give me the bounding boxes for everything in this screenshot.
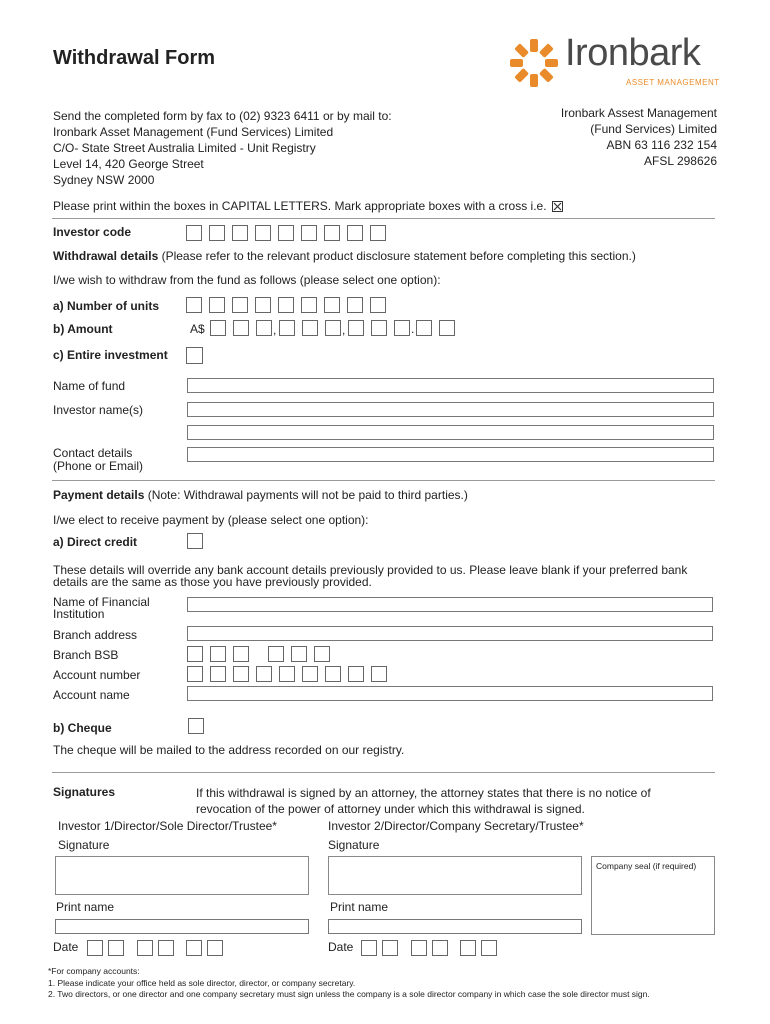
investor1-print-name-input[interactable] [55,919,309,934]
digit-box[interactable] [233,666,249,682]
digit-box[interactable] [268,646,284,662]
address-line: Sydney NSW 2000 [53,173,155,187]
investor1-signature-label: Signature [58,838,110,852]
investor-names-label: Investor name(s) [53,403,144,417]
thousands-separator: , [273,323,277,337]
override-line: details are the same as those you have previously provided. [53,575,372,589]
char-box[interactable] [324,225,340,241]
company-line: ABN 63 116 232 154 [606,138,717,152]
thousands-separator: , [342,323,346,337]
footnote: 2. Two directors, or one director and one company secretary must sign unless the company is a sole director company in which case the sole director must sign. [48,989,650,999]
footnote: 1. Please indicate your office held as sole director, director, or company secretary. [48,977,356,988]
digit-box[interactable] [371,320,387,336]
cheque-note: The cheque will be mailed to the address recorded on our registry. [53,743,405,757]
cheque-label: b) Cheque [53,721,112,735]
fi-label-line: Institution [53,607,105,621]
page-title: Withdrawal Form [53,47,216,69]
ironbark-logo [507,32,720,90]
number-of-units-label: a) Number of units [53,299,160,313]
digit-box[interactable] [348,320,364,336]
address-line: Level 14, 420 George Street [53,157,204,171]
char-box[interactable] [186,225,202,241]
footnote: *For company accounts: [48,966,140,976]
branch-address-label: Branch address [53,628,138,642]
company-line: (Fund Services) Limited [590,122,717,136]
currency-label: A$ [190,322,205,336]
payment-heading: Payment details [53,488,145,502]
financial-institution-label [53,596,150,620]
digit-box[interactable] [291,646,307,662]
investor-name-input-2[interactable] [187,425,714,440]
digit-box[interactable] [256,320,272,336]
investor2-date-label: Date [328,940,354,954]
cheque-checkbox[interactable] [188,718,204,734]
date-box[interactable] [481,940,497,956]
fund-name-input[interactable] [187,378,714,393]
digit-box[interactable] [187,666,203,682]
date-box[interactable] [158,940,174,956]
address-line: Ironbark Asset Management (Fund Services) Limited [53,125,334,139]
branch-bsb-label: Branch BSB [53,648,119,662]
payment-details-heading [53,488,468,502]
attorney-note [196,785,651,817]
char-box[interactable] [370,225,386,241]
digit-box[interactable] [314,646,330,662]
account-number-label: Account number [53,668,141,682]
digit-box[interactable] [279,666,295,682]
investor2-label: Investor 2/Director/Company Secretary/Trustee* [328,819,584,833]
investor1-label: Investor 1/Director/Sole Director/Trustee* [58,819,277,833]
char-box[interactable] [209,297,225,313]
investor1-date-label: Date [53,940,79,954]
withdrawal-intro: I/we wish to withdraw from the fund as follows (please select one option): [53,273,441,287]
mailing-address [53,108,392,188]
investor-name-input-1[interactable] [187,402,714,417]
digit-box[interactable] [279,320,295,336]
direct-credit-prefix: a) [53,535,64,549]
investor2-print-name-label: Print name [330,900,389,914]
char-box[interactable] [186,297,202,313]
decimal-point: . [411,322,415,336]
date-box[interactable] [108,940,124,956]
cross-box-icon [552,201,563,215]
cents-box[interactable] [416,320,432,336]
char-box[interactable] [232,225,248,241]
date-box[interactable] [411,940,427,956]
entire-investment-label: c) Entire investment [53,348,168,362]
char-box[interactable] [255,297,271,313]
date-box[interactable] [137,940,153,956]
divider [52,772,715,773]
char-box[interactable] [324,297,340,313]
entire-investment-checkbox[interactable] [186,347,203,364]
branch-address-input[interactable] [187,626,713,641]
investor2-signature-box[interactable] [328,856,582,895]
investor-code-label: Investor code [53,225,132,239]
date-box[interactable] [460,940,476,956]
digit-box[interactable] [302,320,318,336]
signatures-heading: Signatures [53,785,116,799]
attorney-line: revocation of the power of attorney under which this withdrawal is signed. [196,802,585,816]
digit-box[interactable] [325,666,341,682]
instructions [53,199,563,215]
char-box[interactable] [301,225,317,241]
investor2-signature-label: Signature [328,838,380,852]
char-box[interactable] [278,225,294,241]
withdrawal-heading: Withdrawal details [53,249,159,263]
digit-box[interactable] [325,320,341,336]
withdrawal-details-heading [53,249,636,263]
instructions-text: Please print within the boxes in CAPITAL LETTERS. Mark appropriate boxes with a cross i.e. [53,199,547,213]
date-box[interactable] [186,940,202,956]
char-box[interactable] [255,225,271,241]
company-details [561,105,717,169]
account-name-label: Account name [53,688,130,702]
direct-credit-label [53,535,137,549]
digit-box[interactable] [256,666,272,682]
company-line: AFSL 298626 [644,154,717,168]
digit-box[interactable] [394,320,410,336]
fi-label-line: Name of Financial [53,595,150,609]
account-name-input[interactable] [187,686,713,701]
override-note [53,564,687,588]
digit-box[interactable] [210,320,226,336]
digit-box[interactable] [210,666,226,682]
override-line: These details will override any bank account details previously provided to us. Please leave blank if your preferred bank [53,563,688,577]
company-seal-box[interactable] [591,856,715,935]
contact-details-label [53,447,143,473]
divider [52,218,715,219]
digit-box[interactable] [371,666,387,682]
investor1-print-name-label: Print name [56,900,115,914]
payment-intro: I/we elect to receive payment by (please select one option): [53,513,369,527]
address-line: C/O- State Street Australia Limited - Unit Registry [53,141,316,155]
address-line: Send the completed form by fax to (02) 9323 6411 or by mail to: [53,109,392,123]
divider [52,480,715,481]
date-box[interactable] [207,940,223,956]
footnotes [48,966,650,1001]
char-box[interactable] [347,297,363,313]
char-box[interactable] [232,297,248,313]
char-box[interactable] [347,225,363,241]
direct-credit-checkbox[interactable] [187,533,203,549]
attorney-line: If this withdrawal is signed by an attorney, the attorney states that there is no notice of [196,786,651,800]
date-box[interactable] [361,940,377,956]
date-box[interactable] [87,940,103,956]
direct-credit-text: Direct credit [67,535,138,549]
char-box[interactable] [301,297,317,313]
withdrawal-note: (Please refer to the relevant product disclosure statement before completing this section.) [161,249,636,263]
logo-wordmark: Ironbark [565,32,701,74]
amount-label: b) Amount [53,322,113,336]
investor1-signature-box[interactable] [55,856,309,895]
char-box[interactable] [278,297,294,313]
contact-details-input[interactable] [187,447,714,462]
investor2-print-name-input[interactable] [328,919,582,934]
financial-institution-input[interactable] [187,597,713,612]
date-box[interactable] [432,940,448,956]
digit-box[interactable] [233,320,249,336]
payment-note: (Note: Withdrawal payments will not be paid to third parties.) [147,488,468,502]
contact-label-line: Contact details [53,446,133,460]
fund-name-label: Name of fund [53,379,126,393]
digit-box[interactable] [302,666,318,682]
cents-box[interactable] [439,320,455,336]
contact-label-line: (Phone or Email) [53,459,144,473]
company-seal-label: Company seal (if required) [596,861,697,871]
date-box[interactable] [382,940,398,956]
logo-subtitle: ASSET MANAGEMENT [626,78,720,87]
digit-box[interactable] [233,646,249,662]
char-box[interactable] [209,225,225,241]
logo-star-icon [507,36,563,90]
char-box[interactable] [370,297,386,313]
digit-box[interactable] [348,666,364,682]
company-line: Ironbark Assest Management [560,106,717,120]
digit-box[interactable] [210,646,226,662]
digit-box[interactable] [187,646,203,662]
